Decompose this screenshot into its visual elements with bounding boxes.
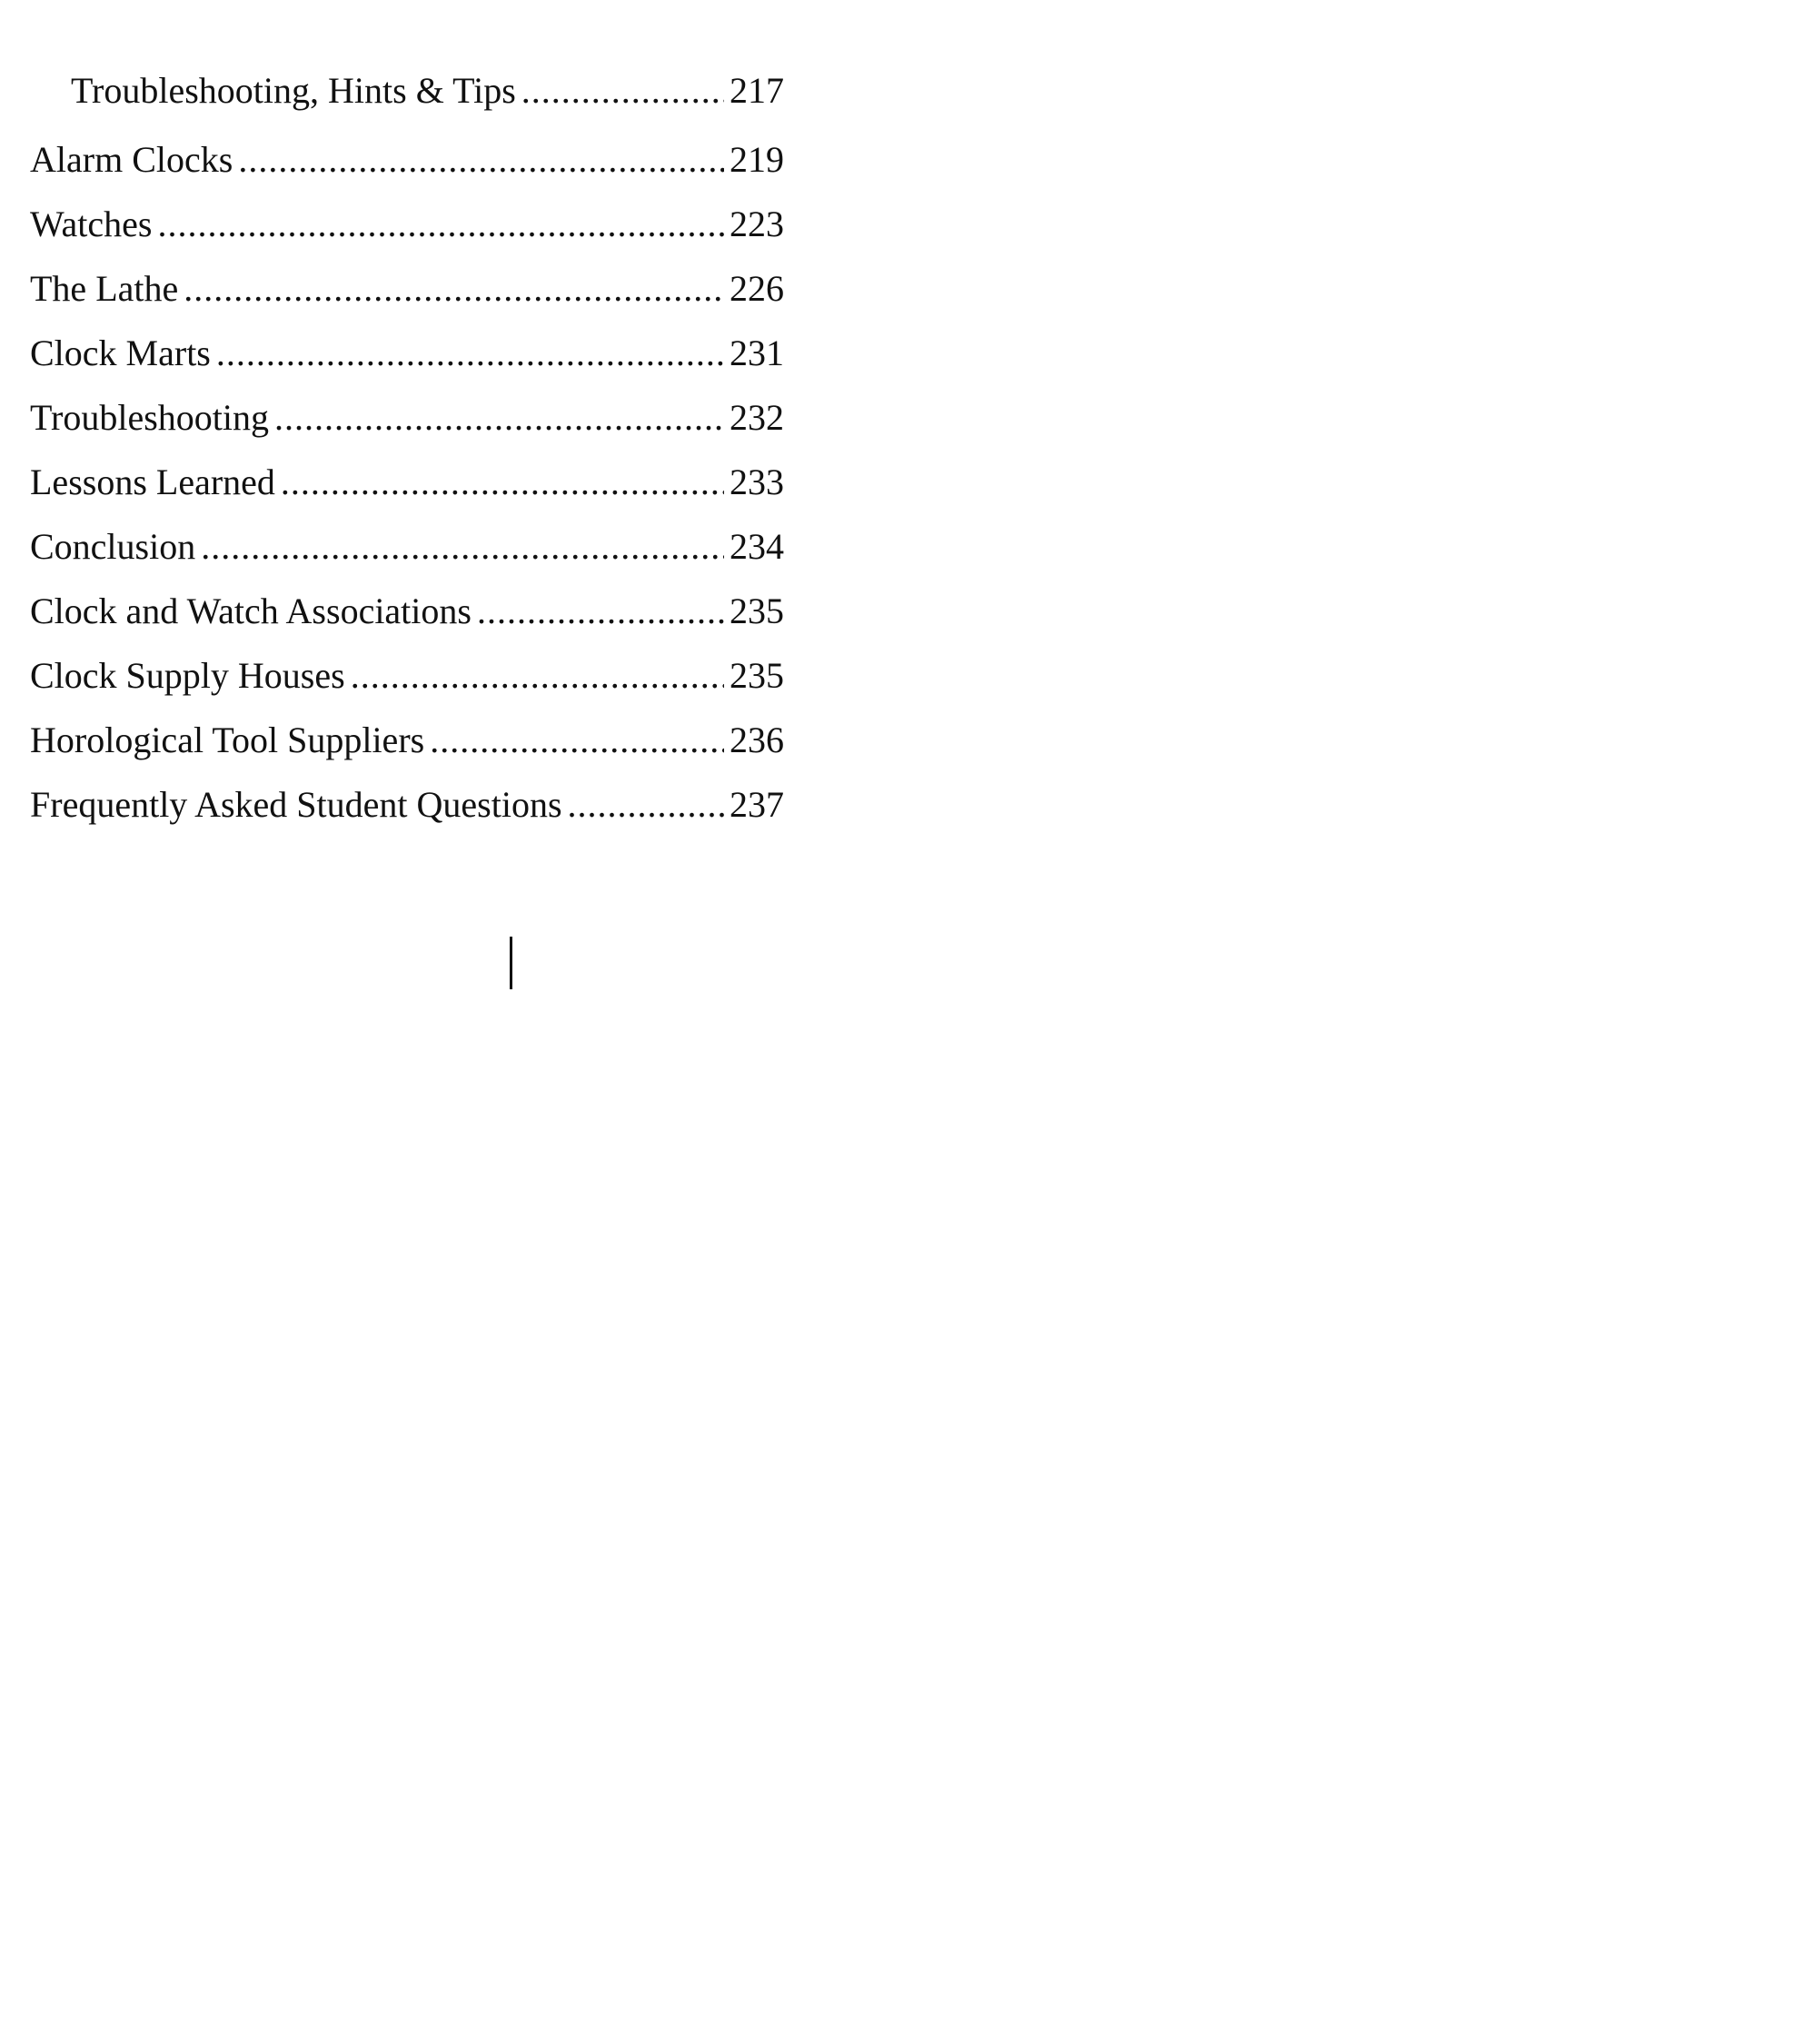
toc-entry-title: Clock Supply Houses (30, 655, 345, 696)
toc-entry-page-number: 219 (730, 139, 784, 180)
toc-entry-page-number: 234 (730, 526, 784, 567)
toc-entry-title: Clock and Watch Associations (30, 590, 472, 631)
toc-dot-leader (201, 529, 724, 565)
toc-entry-page-number: 237 (730, 784, 784, 825)
toc-entry-title: Lessons Learned (30, 461, 275, 502)
toc-entry[interactable] (30, 526, 784, 593)
text-cursor (510, 937, 512, 989)
toc-entry-page-number: 223 (730, 203, 784, 244)
toc-dot-leader (430, 722, 724, 759)
toc-entry-page-number: 231 (730, 332, 784, 373)
toc-dot-leader (216, 335, 724, 372)
toc-entry[interactable] (30, 268, 784, 335)
toc-entry-title: Watches (30, 203, 153, 244)
toc-entry-title: Alarm Clocks (30, 139, 233, 180)
toc-dot-leader (477, 593, 724, 630)
toc-entry[interactable] (30, 784, 784, 851)
toc-entry[interactable] (30, 203, 784, 271)
toc-entry[interactable] (30, 70, 784, 142)
toc-entry[interactable] (30, 719, 784, 787)
toc-dot-leader (158, 206, 725, 243)
toc-entry-title: Troubleshooting (30, 397, 270, 438)
toc-entry-page-number: 217 (730, 70, 784, 111)
toc-entry-page-number: 226 (730, 268, 784, 309)
toc-entry-title: Frequently Asked Student Questions (30, 784, 562, 825)
toc-dot-leader (521, 73, 724, 109)
toc-entry[interactable] (30, 397, 784, 464)
toc-entry-page-number: 235 (730, 655, 784, 696)
toc-entry[interactable] (30, 655, 784, 722)
toc-entry-page-number: 235 (730, 590, 784, 631)
toc-dot-leader (568, 787, 724, 823)
toc-entry-page-number: 232 (730, 397, 784, 438)
toc-entry-title: Troubleshooting, Hints & Tips (71, 70, 516, 111)
toc-dot-leader (184, 271, 724, 307)
toc-entry[interactable] (30, 590, 784, 658)
toc-entry-title: Horological Tool Suppliers (30, 719, 425, 760)
toc-entry[interactable] (30, 332, 784, 400)
toc-entry-title: The Lathe (30, 268, 179, 309)
toc-entry-page-number: 236 (730, 719, 784, 760)
toc-entry-title: Clock Marts (30, 332, 211, 373)
toc-dot-leader (351, 658, 724, 694)
toc-dot-leader (281, 464, 724, 501)
toc-entry[interactable] (30, 139, 784, 206)
table-of-contents (30, 70, 784, 851)
toc-dot-leader (274, 400, 724, 436)
toc-entry-page-number: 233 (730, 461, 784, 502)
toc-dot-leader (238, 142, 724, 178)
toc-entry[interactable] (30, 461, 784, 529)
toc-entry-title: Conclusion (30, 526, 196, 567)
